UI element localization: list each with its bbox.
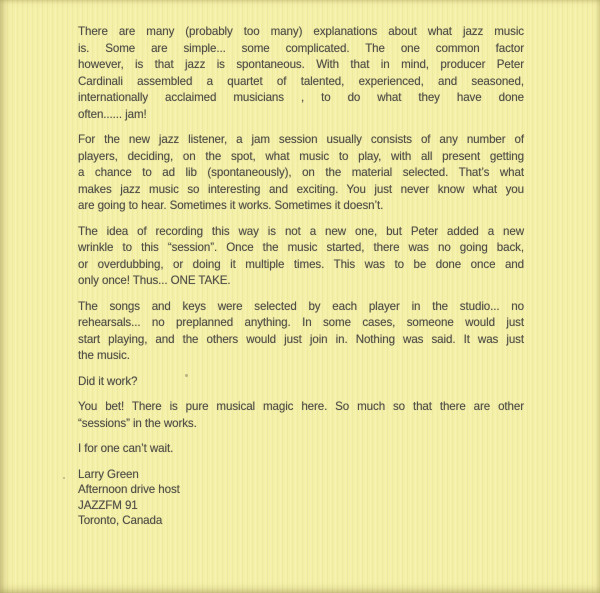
scan-speck — [63, 477, 65, 479]
paragraph — [78, 132, 524, 215]
text-line: internationally acclaimed musicians , to do what they have done — [78, 91, 524, 104]
text-line: is. Some are simple... some complicated. The one common factor — [78, 41, 524, 55]
text-line: The songs and keys were selected by each player in the studio... no — [78, 299, 524, 313]
text-line: For the new jazz listener, a jam session usually consists of any number of — [78, 133, 524, 146]
text-line: the music. — [78, 349, 130, 362]
text-line: players, deciding, on the spot, what music to play, with all present getting — [78, 149, 524, 163]
paragraph — [78, 299, 524, 365]
text-line: “sessions” in the works. — [78, 416, 197, 430]
signature-line: Larry Green — [78, 467, 139, 481]
text-line: often...... jam! — [78, 107, 147, 121]
text-line: Did it work? — [78, 374, 138, 388]
text-line: a chance to ad lib (spontaneously), on the material selected. That’s what — [78, 166, 524, 179]
signature-line: JAZZFM 91 — [78, 498, 138, 512]
paragraph — [78, 399, 524, 432]
text-line: rehearsals... no preplanned anything. In some cases, someone would just — [78, 316, 524, 329]
text-line: I for one can’t wait. — [78, 442, 174, 455]
text-line: You bet! There is pure musical magic here. So much so that there are other — [78, 400, 524, 413]
text-line: or overdubbing, or doing it multiple times. This was to be done once and — [78, 257, 524, 271]
text-line: Cardinali assembled a quartet of talented, experienced, and seasoned, — [78, 74, 524, 88]
text-line: The idea of recording this way is not a new one, but Peter added a new — [78, 224, 524, 238]
text-line: are going to hear. Sometimes it works. Sometimes it doesn’t. — [78, 199, 384, 212]
text-line: however, is that jazz is spontaneous. With that in mind, producer Peter — [78, 58, 524, 71]
text-line: makes jazz music so interesting and exciting. You just never know what you — [78, 182, 524, 196]
signature-block — [78, 467, 524, 529]
signature-line: Afternoon drive host — [78, 483, 180, 496]
liner-notes-text — [78, 24, 524, 529]
paragraphs-container — [78, 24, 524, 458]
paragraph — [78, 24, 524, 123]
paragraph — [78, 374, 524, 391]
text-line: start playing, and the others would just join in. Nothing was said. It was just — [78, 332, 524, 346]
signature-line: Toronto, Canada — [78, 514, 163, 527]
paragraph — [78, 441, 524, 458]
paragraph — [78, 224, 524, 290]
text-line: wrinkle to this “session”. Once the music started, there was no going back, — [78, 241, 524, 254]
text-line: There are many (probably too many) explanations about what jazz music — [78, 25, 524, 38]
text-line: only once! Thus... ONE TAKE. — [78, 274, 231, 287]
